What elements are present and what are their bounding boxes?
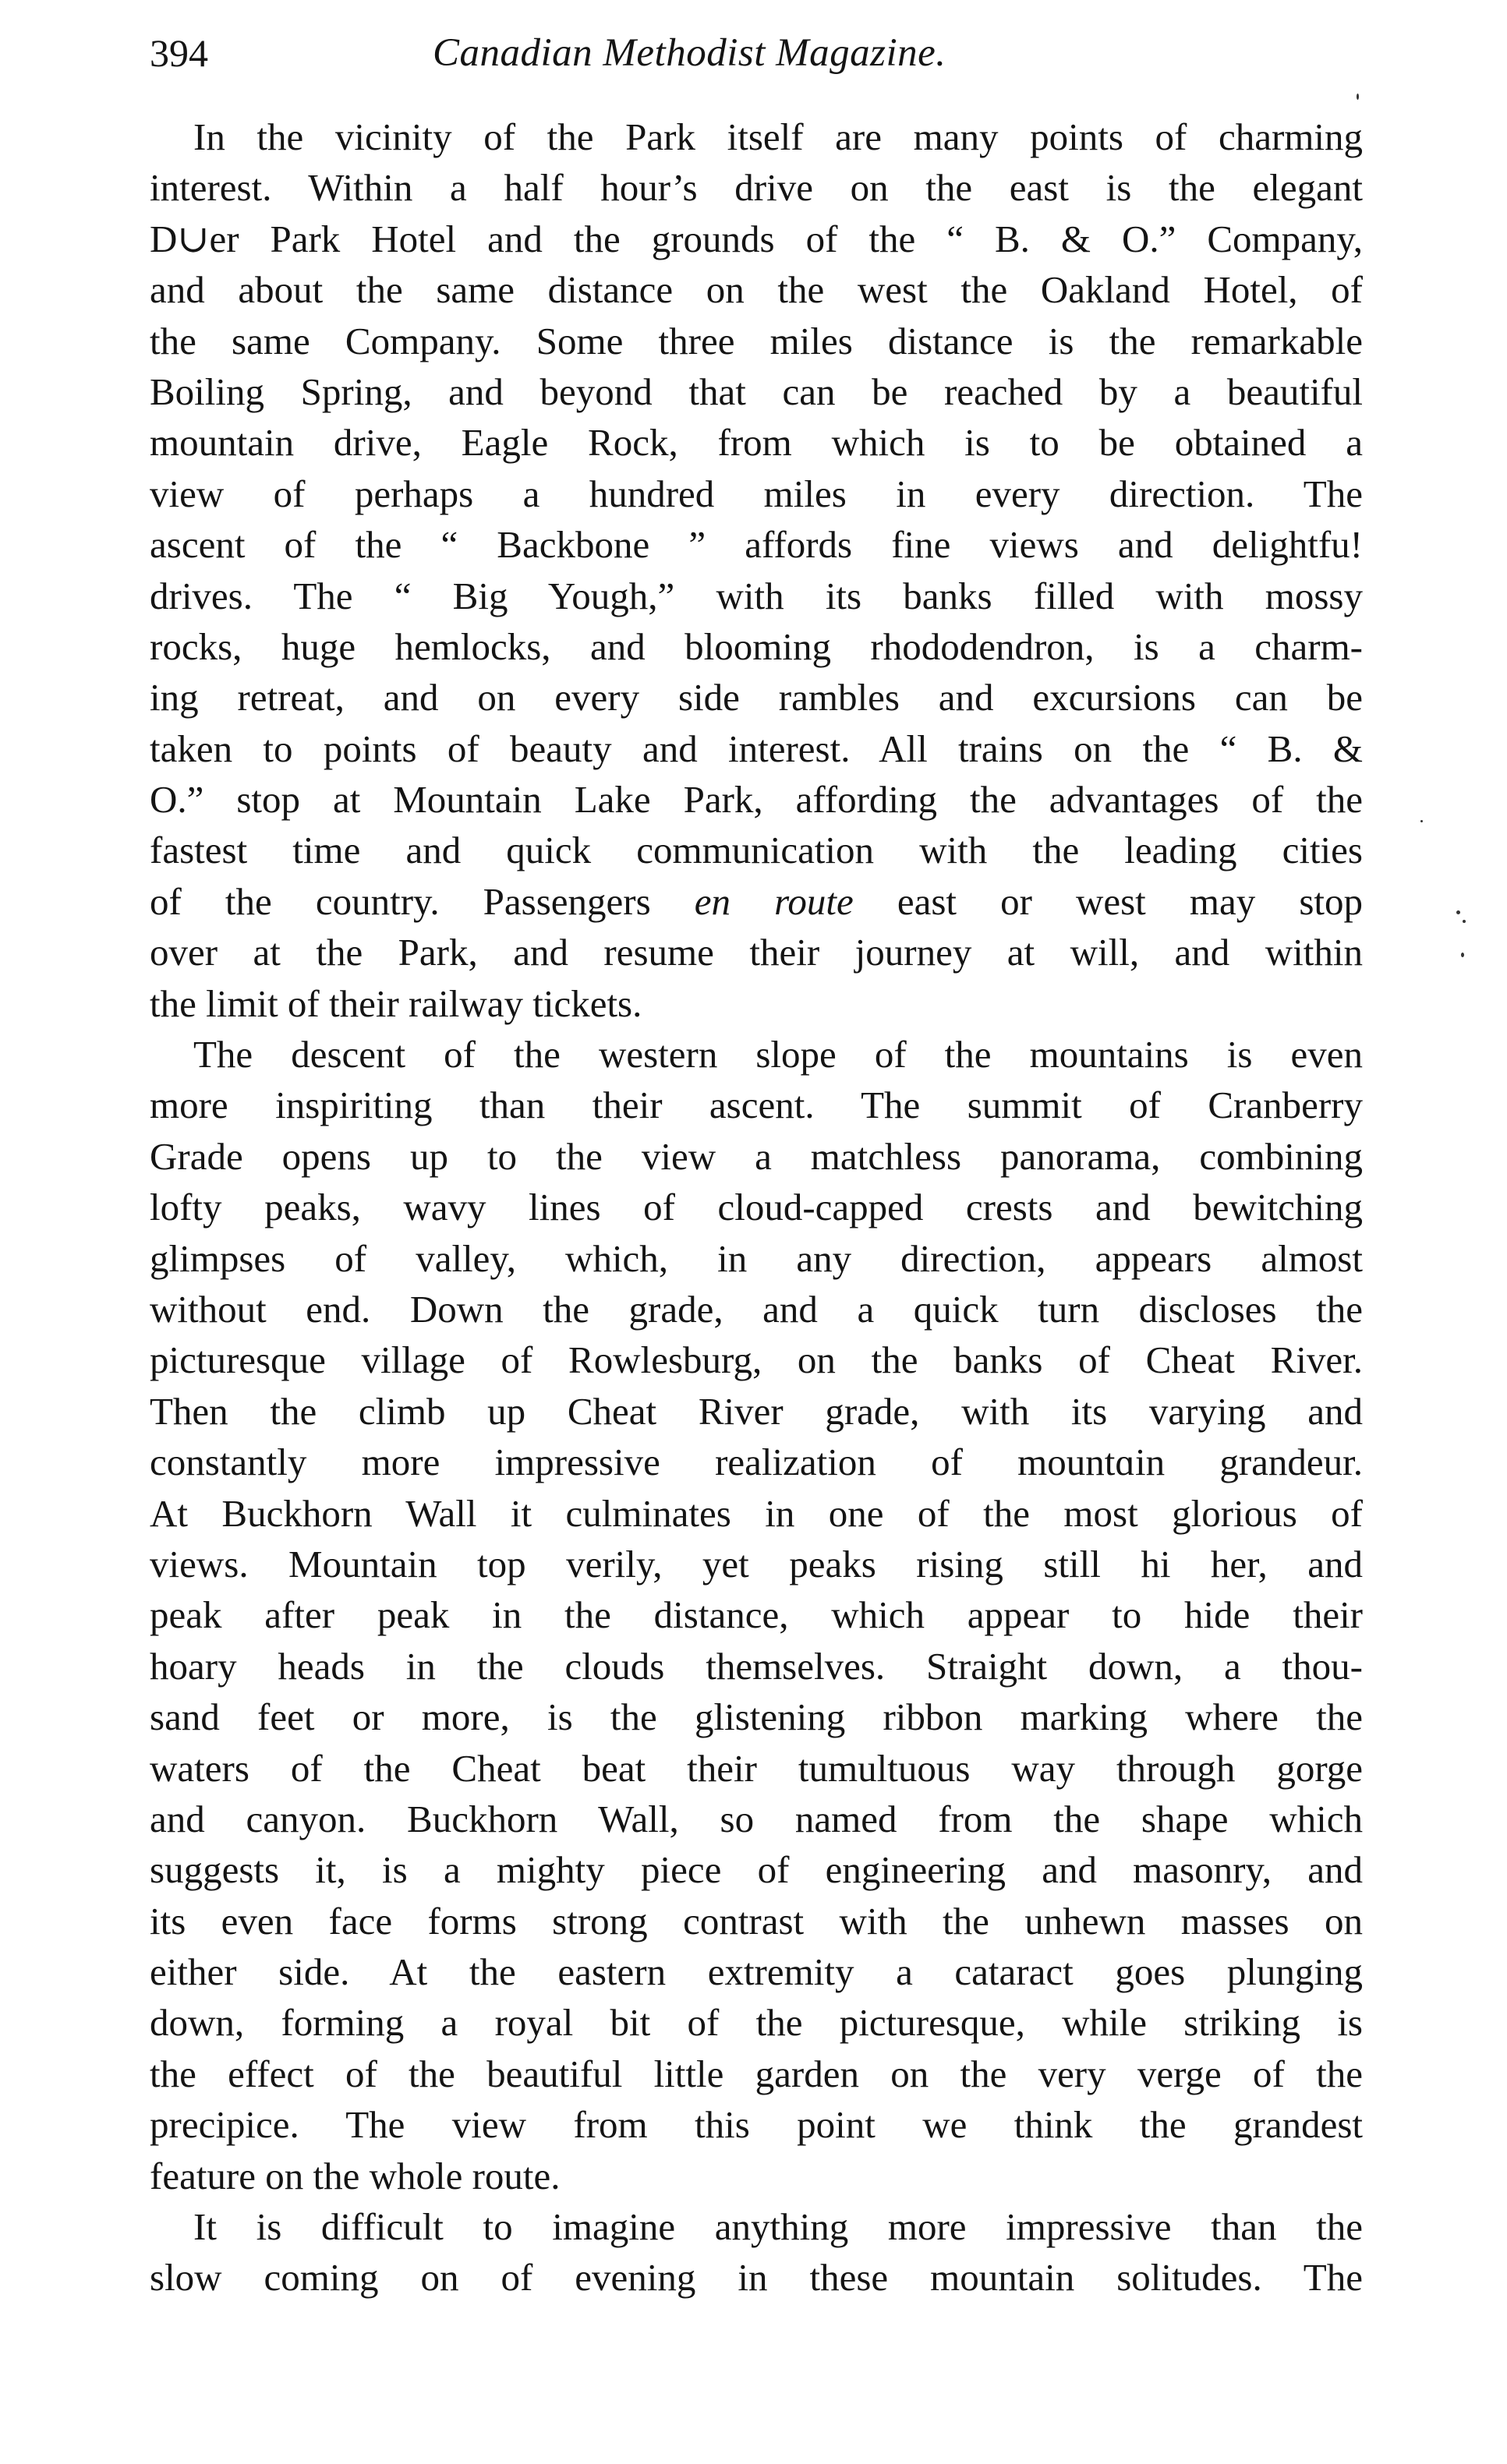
text-line: taken to points of beauty and interest. All trains on the “ B. & <box>150 726 1363 770</box>
running-title: Canadian Methodist Magazine. <box>433 31 946 75</box>
text-line: fastest time and quick communication with the leading cities <box>150 829 1363 872</box>
text-run: east or west may stop <box>853 879 1364 923</box>
text-line: ing retreat, and on every side rambles and excursions can be <box>150 676 1363 719</box>
text-line: feature on the whole route. <box>150 2154 561 2197</box>
page-number: 394 <box>150 31 208 75</box>
paragraph <box>150 111 1363 1029</box>
body-text <box>150 111 1363 2303</box>
text-line: ascent of the “ Backbone ” affords fine views and delightfu! <box>150 523 1363 567</box>
text-line: waters of the Cheat beat their tumultuous way through gorge <box>150 1746 1363 1790</box>
text-line: slow coming on of evening in these mountain solitudes. The <box>150 2256 1363 2300</box>
text-line: At Buckhorn Wall it culminates in one of the most glorious of <box>150 1491 1363 1535</box>
text-line: the same Company. Some three miles distance is the remarkable <box>150 319 1363 362</box>
text-line: more inspiriting than their ascent. The summit of Cranberry <box>150 1084 1363 1127</box>
text-line: the limit of their railway tickets. <box>150 981 642 1025</box>
text-line: views. Mountain top verily, yet peaks rising still hi her, and <box>150 1542 1363 1586</box>
text-line: D∪er Park Hotel and the grounds of the “ B. & O.” Company, <box>150 217 1363 260</box>
paragraph <box>150 1029 1363 2201</box>
text-line: view of perhaps a hundred miles in every direction. The <box>150 472 1363 515</box>
text-line: without end. Down the grade, and a quick turn discloses the <box>150 1287 1363 1331</box>
text-line: precipice. The view from this point we think the grandest <box>150 2103 1363 2147</box>
text-line: Boiling Spring, and beyond that can be reached by a beautiful <box>150 369 1363 413</box>
text-line: mountain drive, Eagle Rock, from which is to be obtained a <box>150 421 1363 465</box>
text-line: the effect of the beautiful little garden on the very verge of the <box>150 2052 1363 2095</box>
text-line: Then the climb up Cheat River grade, with its varying and <box>150 1389 1363 1433</box>
text-line: and canyon. Buckhorn Wall, so named from the shape which <box>150 1797 1363 1840</box>
scan-speck <box>1463 920 1466 923</box>
text-line: The descent of the western slope of the mountains is even <box>193 1033 1363 1076</box>
text-run: of the country. Passengers <box>150 879 695 923</box>
text-line-with-italic <box>150 876 1363 927</box>
text-line: and about the same distance on the west the Oakland Hotel, of <box>150 268 1363 312</box>
text-line: peak after peak in the distance, which appear to hide their <box>150 1593 1363 1637</box>
text-line: glimpses of valley, which, in any direction, appears almost <box>150 1236 1363 1280</box>
scan-speck <box>1461 953 1464 957</box>
text-line: Grade opens up to the view a matchless panorama, combining <box>150 1134 1363 1178</box>
text-line: lofty peaks, wavy lines of cloud-capped crests and bewitching <box>150 1186 1363 1229</box>
paragraph <box>150 2201 1363 2303</box>
scan-speck <box>1420 820 1423 822</box>
text-line: It is difficult to imagine anything more impressive than the <box>193 2205 1363 2249</box>
text-line: suggests it, is a mighty piece of engineering and masonry, and <box>150 1848 1363 1892</box>
text-line: drives. The “ Big Yough,” with its banks filled with mossy <box>150 574 1363 617</box>
text-line: In the vicinity of the Park itself are many points of charming <box>193 115 1363 158</box>
text-line: its even face forms strong contrast with the unhewn masses on <box>150 1899 1363 1943</box>
text-line: down, forming a royal bit of the picturesque, while striking is <box>150 2001 1363 2045</box>
running-head <box>0 22 1507 84</box>
scan-speck <box>1456 910 1460 914</box>
text-line: either side. At the eastern extremity a cataract goes plunging <box>150 1950 1363 1994</box>
italic-phrase: en route <box>694 879 854 923</box>
text-line: picturesque village of Rowlesburg, on the banks of Cheat River. <box>150 1338 1363 1382</box>
text-line: sand feet or more, is the glistening ribbon marking where the <box>150 1695 1363 1739</box>
text-line: rocks, huge hemlocks, and blooming rhododendron, is a charm- <box>150 624 1363 668</box>
text-line: O.” stop at Mountain Lake Park, affording the advantages of the <box>150 778 1363 822</box>
text-line: hoary heads in the clouds themselves. Straight down, a thou- <box>150 1644 1363 1688</box>
text-line: over at the Park, and resume their journey at will, and within <box>150 931 1363 974</box>
text-line: interest. Within a half hour’s drive on the east is the elegant <box>150 166 1363 210</box>
text-line: constantly more impressive realization of mountɑin grandeur. <box>150 1441 1363 1484</box>
scan-speck <box>1357 94 1359 100</box>
